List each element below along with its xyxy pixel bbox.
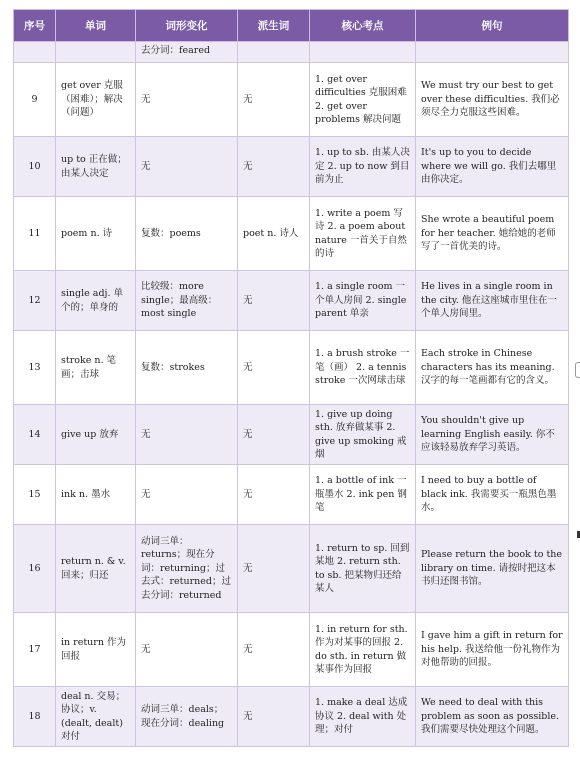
cell-derived: 无 [238,137,310,197]
table-row [14,687,569,747]
table-row [14,405,569,465]
cell-key-points: 1. a brush stroke 一笔（画） 2. a tennis stroke 一次网球击球 [310,331,416,405]
cell-word: deal n. 交易；协议；v. (dealt, dealt)对付 [56,687,136,747]
cell-derived: 无 [238,331,310,405]
cell-derived: 无 [238,405,310,465]
table-row [14,525,569,613]
header-row [14,10,569,42]
cell-word: up to 正在做；由某人决定 [56,137,136,197]
cell-key-points: 1. in return for sth. 作为对某事的回报 2. do sth. in return 做某事作为回报 [310,613,416,687]
cell-example [416,42,569,63]
table-row [14,613,569,687]
cell-index: 17 [14,613,56,687]
cell-key-points: 1. write a poem 写诗 2. a poem about nature 一首关于自然的诗 [310,197,416,271]
cell-derived [238,42,310,63]
header-word: 单词 [56,10,136,42]
cell-index: 9 [14,63,56,137]
cell-derived: poet n. 诗人 [238,197,310,271]
cell-forms: 动词三单：returns；现在分词：returning；过去式：returned；过去分词：returned [136,525,238,613]
header-index: 序号 [14,10,56,42]
cell-forms: 复数：strokes [136,331,238,405]
cell-forms: 去分词：feared [136,42,238,63]
cell-derived: 无 [238,465,310,525]
cell-forms: 无 [136,465,238,525]
cell-index [14,42,56,63]
cell-index: 18 [14,687,56,747]
cell-key-points: 1. make a deal 达成协议 2. deal with 处理；对付 [310,687,416,747]
cell-example: It's up to you to decide where we will go. 我们去哪里由你决定。 [416,137,569,197]
cell-word: in return 作为回报 [56,613,136,687]
cell-index: 11 [14,197,56,271]
cell-key-points: 1. get over difficulties 克服困难 2. get over problems 解决问题 [310,63,416,137]
header-example: 例句 [416,10,569,42]
cell-word: single adj. 单个的；单身的 [56,271,136,331]
cell-example: Please return the book to the library on time. 请按时把这本书归还图书馆。 [416,525,569,613]
cell-example: She wrote a beautiful poem for her teacher. 她给她的老师写了一首优美的诗。 [416,197,569,271]
cell-word: give up 放弃 [56,405,136,465]
cell-word: return n. & v. 回来；归还 [56,525,136,613]
cell-example: We must try our best to get over these difficulties. 我们必须尽全力克服这些困难。 [416,63,569,137]
cell-index: 15 [14,465,56,525]
cell-derived: 无 [238,271,310,331]
cell-key-points: 1. return to sp. 回到某地 2. return sth. to sb. 把某物归还给某人 [310,525,416,613]
cell-word: get over 克服（困难）；解决（问题） [56,63,136,137]
cell-example: I gave him a gift in return for his help. 我送给他一份礼物作为对他帮助的回报。 [416,613,569,687]
cell-derived: 无 [238,63,310,137]
header-key-points: 核心考点 [310,10,416,42]
table-row [14,137,569,197]
table-row [14,197,569,271]
cell-forms: 复数：poems [136,197,238,271]
cell-example: He lives in a single room in the city. 他在这座城市里住在一个单人房间里。 [416,271,569,331]
table-row [14,63,569,137]
cell-key-points: 1. give up doing sth. 放弃做某事 2. give up smoking 戒烟 [310,405,416,465]
header-derived: 派生词 [238,10,310,42]
cell-key-points: 1. up to sb. 由某人决定 2. up to now 到目前为止 [310,137,416,197]
table-row [14,465,569,525]
cell-key-points: 1. a single room 一个单人房间 2. single parent 单亲 [310,271,416,331]
cell-key-points [310,42,416,63]
header-forms: 词形变化 [136,10,238,42]
table-row-continuation [14,42,569,63]
cell-forms: 无 [136,613,238,687]
cell-forms: 无 [136,137,238,197]
cell-word: ink n. 墨水 [56,465,136,525]
cell-example: We need to deal with this problem as soon as possible. 我们需要尽快处理这个问题。 [416,687,569,747]
scroll-edge-marker[interactable] [575,362,580,378]
vocabulary-page [13,9,568,747]
cell-forms: 无 [136,63,238,137]
cell-forms: 比较级：more single；最高级：most single [136,271,238,331]
cell-word: stroke n. 笔画；击球 [56,331,136,405]
cell-index: 10 [14,137,56,197]
cell-derived: 无 [238,687,310,747]
cell-word: poem n. 诗 [56,197,136,271]
cell-example: I need to buy a bottle of black ink. 我需要买一瓶黑色墨水。 [416,465,569,525]
cell-index: 13 [14,331,56,405]
cell-key-points: 1. a bottle of ink 一瓶墨水 2. ink pen 钢笔 [310,465,416,525]
cell-forms: 无 [136,405,238,465]
cell-forms: 动词三单：deals；现在分词：dealing [136,687,238,747]
table-row [14,271,569,331]
cell-example: Each stroke in Chinese characters has its meaning. 汉字的每一笔画都有它的含义。 [416,331,569,405]
cell-example: You shouldn't give up learning English easily. 你不应该轻易放弃学习英语。 [416,405,569,465]
cell-index: 14 [14,405,56,465]
table-row [14,331,569,405]
cell-index: 12 [14,271,56,331]
cell-word [56,42,136,63]
cell-index: 16 [14,525,56,613]
cell-derived: 无 [238,525,310,613]
vocabulary-table [13,9,569,747]
cell-derived: 无 [238,613,310,687]
